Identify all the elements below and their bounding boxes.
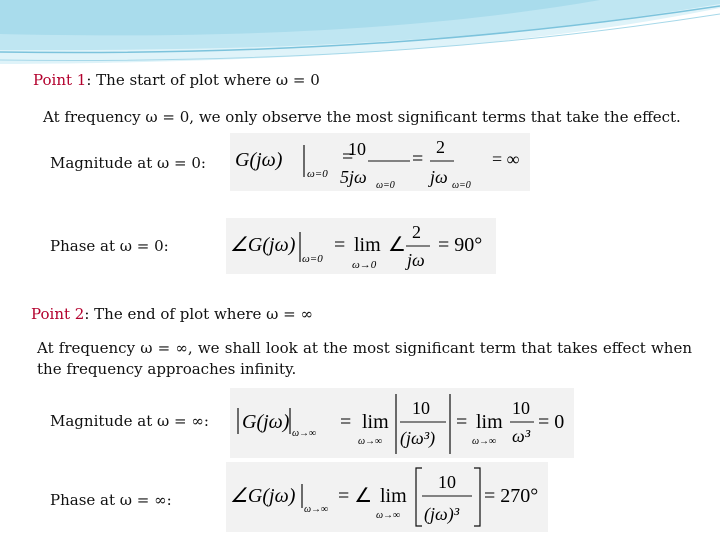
- p1-ph-eq: =: [334, 234, 346, 256]
- p1-ph-lim: lim: [354, 234, 381, 256]
- p1-mag-frac2-sub: ω=0: [452, 180, 471, 191]
- point1-magnitude-label: Magnitude at ω = 0:: [50, 154, 206, 172]
- p1-ph-lhs: ∠G(jω): [230, 234, 296, 256]
- p2-mag-den: (jω³): [400, 428, 436, 448]
- p2-mag-lhs: G(jω): [242, 411, 290, 433]
- p1-mag-frac2-num: 2: [436, 137, 445, 157]
- point2-phase-equation: [226, 462, 548, 532]
- p2-mag-eq: =: [340, 411, 352, 433]
- p1-mag-frac1-sub: ω=0: [376, 180, 395, 191]
- p2-mag-lim-sub: ω→∞: [358, 436, 383, 447]
- point2-magnitude-equation: [230, 388, 574, 458]
- p1-ph-result: = 90°: [438, 234, 483, 256]
- point2-magnitude-label: Magnitude at ω = ∞:: [50, 412, 209, 430]
- p1-ph-lim-sub: ω→0: [352, 259, 377, 271]
- p2-ph-num: 10: [438, 472, 456, 492]
- point1-phase-label: Phase at ω = 0:: [50, 237, 169, 255]
- p2-ph-lim-sub: ω→∞: [376, 510, 401, 521]
- p2-ph-lhs: ∠G(jω): [230, 485, 296, 507]
- p2-mag-num: 10: [412, 398, 430, 418]
- p2-mag-lim: lim: [362, 411, 389, 433]
- p1-mag-frac1-num: 10: [348, 139, 366, 159]
- point1-title: : The start of plot where ω = 0: [86, 71, 320, 89]
- p2-ph-den: (jω)³: [424, 504, 460, 524]
- p2-ph-eq: = ∠: [338, 485, 373, 507]
- p1-mag-eq2: =: [412, 148, 424, 170]
- point2-title: : The end of plot where ω = ∞: [84, 305, 313, 323]
- point2-phase-label: Phase at ω = ∞:: [50, 491, 172, 509]
- p2-ph-lim: lim: [380, 485, 407, 507]
- point1-intro: At frequency ω = 0, we only observe the most significant terms that take the effect.: [43, 108, 681, 126]
- p2-ph-lhs-sub: ω→∞: [304, 504, 329, 515]
- p1-ph-angle: ∠: [388, 234, 406, 256]
- p1-mag-frac1-den: 5jω: [340, 167, 367, 187]
- p1-ph-lhs-sub: ω=0: [302, 253, 323, 265]
- p2-mag-result: = 0: [538, 411, 565, 433]
- point1-heading: [33, 71, 320, 89]
- p1-mag-lhs-sub: ω=0: [307, 168, 328, 180]
- p1-ph-num: 2: [412, 222, 421, 242]
- p1-mag-eq: =: [342, 146, 354, 168]
- p2-mag-lim2-sub: ω→∞: [472, 436, 497, 447]
- point1-magnitude-equation: [230, 133, 530, 191]
- point2-label: Point 2: [31, 305, 85, 323]
- p1-ph-den: jω: [407, 250, 425, 270]
- p2-mag-eq2: =: [456, 411, 468, 433]
- p2-mag-den2: ω³: [512, 426, 531, 446]
- point1-label: Point 1: [33, 71, 87, 89]
- p2-mag-lhs-sub: ω→∞: [292, 428, 317, 439]
- p1-mag-lhs: G(jω): [235, 149, 283, 171]
- p2-ph-result: = 270°: [484, 485, 539, 507]
- p2-mag-lim2: lim: [476, 411, 503, 433]
- p1-mag-frac2-den: jω: [430, 167, 448, 187]
- header-wave-banner: [0, 0, 720, 80]
- p1-mag-result: = ∞: [492, 149, 520, 169]
- point2-intro: At frequency ω = ∞, we shall look at the most significant term that takes effect when the frequency approaches infinity.: [37, 339, 692, 378]
- point2-heading: [31, 305, 313, 323]
- point1-phase-equation: [226, 218, 496, 274]
- p2-mag-num2: 10: [512, 398, 530, 418]
